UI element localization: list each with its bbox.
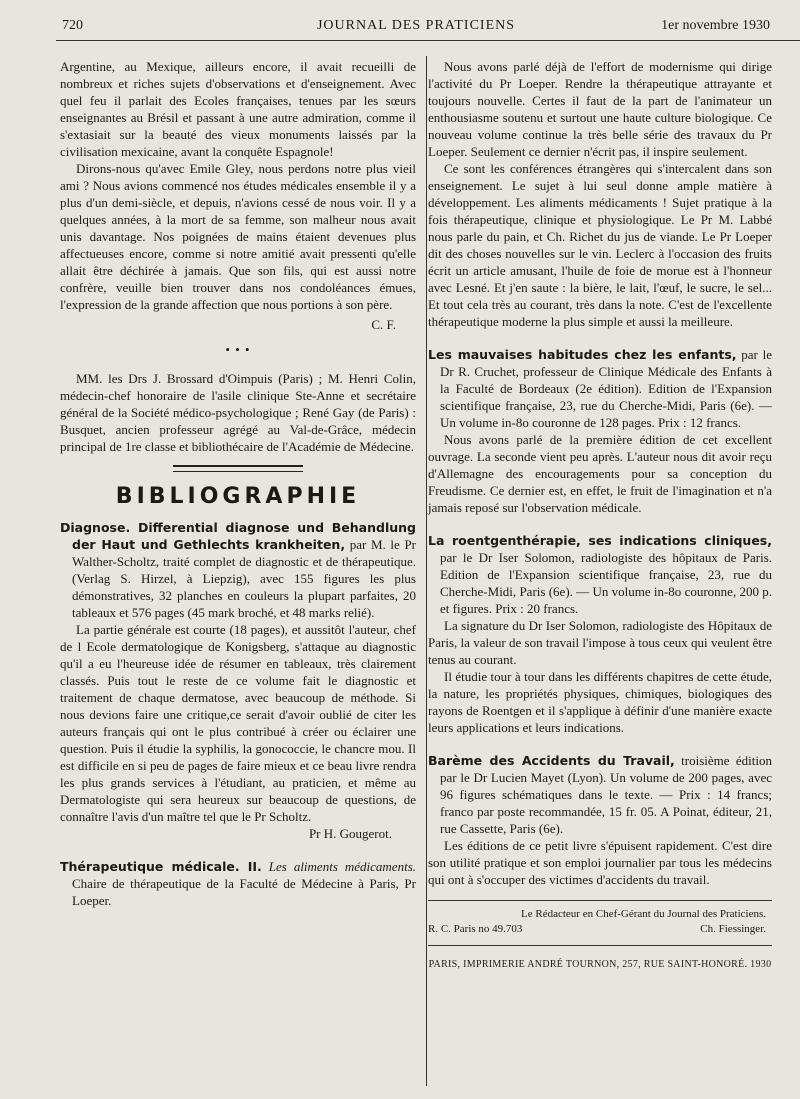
- review-paragraph: Ce sont les conférences étrangères qui s'intercalent dans son enseignement. Le sujet à lui seul donne ample matière à développement. Les aliments médicaments ! Sujet pratique à la fois thérapeutique, clinique et physiologique. Le Pr M. Labbé nous parle du pain, et Ch. Richet du jus de viande. Le Pr Loeper dit des choses nouvelles sur le vin. Leclerc à l'occasion des fruits écrit un article amusant, l'huile de foie de morue est à l'honneur avec Lesné. Et j'en saute : la bière, le lait, l'œuf, le sucre, le sel... Et tout cela très au courant, très dans la note. C'est de l'excellente thérapeutique moderne la plus simple et aussi la meilleure.: [428, 161, 772, 329]
- entry-details: troisième édition par le Dr Lucien Mayet (Lyon). Un volume de 200 pages, avec 96 figures schématiques dans le texte. — Prix : 14 francs; franco par poste recommandée, 15 fr. 05. A Poinat, éditeur, 21, rue Cassette, Paris (6e).: [440, 753, 773, 836]
- appointments-paragraph: MM. les Drs J. Brossard d'Oimpuis (Paris) ; M. Henri Colin, médecin-chef honoraire de l'asile clinique Ste-Anne et secrétaire général de la Société médico-psychologique ; René Gay (de Paris) : Busquet, ancien professeur agrégé au Val-de-Grâce, médecin principal de 1re classe et bibliothécaire de l'Académie de Médecine.: [60, 371, 416, 454]
- review-paragraph: Nous avons parlé déjà de l'effort de modernisme qui dirige l'activité du Pr Loeper. Rendre la thérapeutique attrayante et toujours nouvelle. Certes il faut de la part de l'animateur un enthousiasme soutenu et surtout une haute culture biologique. Ce nouveau volume continue la très belle série des travaux du Pr Loeper. Seulement ce dernier n'écrit pas, il inspire seulement.: [428, 59, 772, 159]
- review-paragraph: La partie générale est courte (18 pages), et aussitôt l'auteur, chef de l Ecole dermatologique de Konigsberg, s'attaque au diagnostic qu'il a eu l'heureuse idée de résumer en tableaux, très clairement classés. Puis tout le reste de ce volume fait le diagnostic et traitement de chaque dermatose, avec beaucoup de méthode. Si nous devions faire une critique,ce serait d'avoir oublié de citer les auteurs français qui ont le plus contribué à créer ou éclairer une question. Puis il étudie la syphilis, la gonococcie, le chancre mou. Il est difficile en si peu de pages de faire mieux et ce beau livre rendra les plus grands services à l'étudiant, au praticien, et même au Dermatologiste qui sera heureux sur beaucoup de questions, de connaître l'avis d'un maître tel que le Pr Scholtz.: [60, 622, 416, 824]
- journal-title: JOURNAL DES PRATICIENS: [316, 18, 516, 33]
- running-header: [62, 14, 770, 36]
- obituary-signature: C. F.: [371, 317, 396, 332]
- editor-name: Ch. Fiessinger.: [700, 923, 766, 935]
- left-column: [60, 58, 416, 909]
- right-column: [428, 58, 772, 973]
- entry-details: par le Dr Iser Solomon, radiologiste des hôpitaux de Paris. Edition de l'Expansion scientifique française, 23, rue du Cherche-Midi, Paris (6e). — Un volume in-8o couronne, 200 p. et figures. Prix : 20 francs.: [440, 550, 772, 616]
- editorial-footer: [428, 907, 772, 937]
- registration-number: R. C. Paris no 49.703: [428, 923, 523, 935]
- footer-rule: [428, 900, 772, 901]
- entry-details: Chaire de thérapeutique de la Faculté de Médecine à Paris, Pr Loeper.: [72, 876, 416, 908]
- section-title: BIBLIOGRAPHIE: [115, 484, 361, 509]
- entry-title: Les mauvaises habitudes chez les enfants,: [428, 347, 737, 362]
- entry-subtitle: Les aliments médicaments.: [268, 859, 416, 874]
- entry-title: La roentgenthérapie, ses indications cliniques,: [428, 533, 772, 548]
- bibliography-entry-3: [428, 346, 772, 431]
- printer-imprint: PARIS, IMPRIMERIE ANDRÉ TOURNON, 257, RUE SAINT-HONORÉ. 1930: [428, 959, 772, 970]
- review-signature: Pr H. Gougerot.: [308, 826, 392, 841]
- obituary-paragraph-2: Dirons-nous qu'avec Emile Gley, nous perdons notre plus vieil ami ? Nous avions commencé nos études médicales ensemble il y a plus d'un demi-siècle, et depuis, n'avions cessé de nous voir. Il y a quelques années, à la mort de sa femme, son malheur nous avait unis davantage. Nos poignées de mains étaient devenues plus affectueuses encore, comme si notre amitié avait pressenti qu'elle allait être déchirée à jamais. Que son fils, qui est aussi notre confrère, veuille bien trouver dans nos condoléances émues, l'expression de la grande affection que nous portions à son père.: [60, 161, 416, 312]
- header-rule: [56, 40, 800, 41]
- review-paragraph: La signature du Dr Iser Solomon, radiologiste des Hôpitaux de Paris, la valeur de son travail l'impose à tous ceux qui veulent être tenus au courant.: [428, 618, 772, 667]
- printer-rule: [428, 945, 772, 946]
- review-paragraph: Nous avons parlé de la première édition de cet excellent ouvrage. La seconde vient peu après. L'auteur nous dit avoir reçu d'Allemagne des encouragements pour sa conception du Freudisme. Ce dernier est, en effet, le fruit de l'imagination et n'a jamais reposé sur l'observation médicale.: [428, 432, 772, 515]
- bibliography-entry-5: [428, 752, 772, 837]
- bibliography-entry-4: [428, 532, 772, 617]
- editor-line: Le Rédacteur en Chef-Gérant du Journal des Praticiens.: [521, 908, 766, 920]
- entry-title: Thérapeutique médicale. II.: [60, 859, 262, 874]
- column-divider: [426, 56, 427, 1086]
- bibliography-entry-2: [60, 858, 416, 909]
- entry-title: Diagnose. Differential diagnose und Behandlung der Haut und Gethlechts krankheiten,: [60, 520, 416, 552]
- entry-details: par le Dr R. Cruchet, professeur de Clinique Médicale des Enfants à la Faculté de Bordeaux (2e édition). Edition de l'Expansion scientifique française, 23, rue du Cherche-Midi, Paris (6e). — Un volume in-8o couronne de 128 pages. Prix : 12 francs.: [440, 347, 772, 430]
- asterism-ornament: • • •: [225, 342, 251, 357]
- entry-title: Barème des Accidents du Travail,: [428, 753, 675, 768]
- entry-details: par M. le Pr Walther-Scholtz, traité complet de diagnostic et de thérapeutique. (Verlag S. Hirzel, à Liepzig), avec 155 figures les plus démonstratives, 32 planches en couleurs la plupart parfaites, 20 tableaux et 576 pages (45 mark broché, et 48 marks relié).: [72, 537, 417, 620]
- review-paragraph: Les éditions de ce petit livre s'épuisent rapidement. C'est dire son utilité pratique et son emploi journalier par tous les médecins qui ont à s'occuper des victimes d'accidents du travail.: [428, 838, 772, 887]
- bibliography-entry-1: [60, 519, 416, 621]
- section-double-rule: [173, 465, 303, 472]
- issue-date: 1er novembre 1930: [661, 18, 770, 33]
- review-paragraph: Il étudie tour à tour dans les différents chapitres de cette étude, la nature, les propriétés physiques, chimiques, biologiques des rayons de Roentgen et il s'applique à définir d'une manière exacte leurs applications et leurs indications.: [428, 669, 772, 735]
- page-number: 720: [62, 18, 83, 33]
- obituary-paragraph-1: Argentine, au Mexique, ailleurs encore, il avait recueilli de nombreux et riches sujets d'observations et d'enseignement. Avec quel feu il parlait des Ecoles françaises, tenues par les sœurs enseignantes au Brésil et passant à une autre admiration, comme il s'extasiait sur la beauté des vieux monuments laissés par la civilisation mexicaine, avant la conquête Espagnole!: [60, 59, 416, 159]
